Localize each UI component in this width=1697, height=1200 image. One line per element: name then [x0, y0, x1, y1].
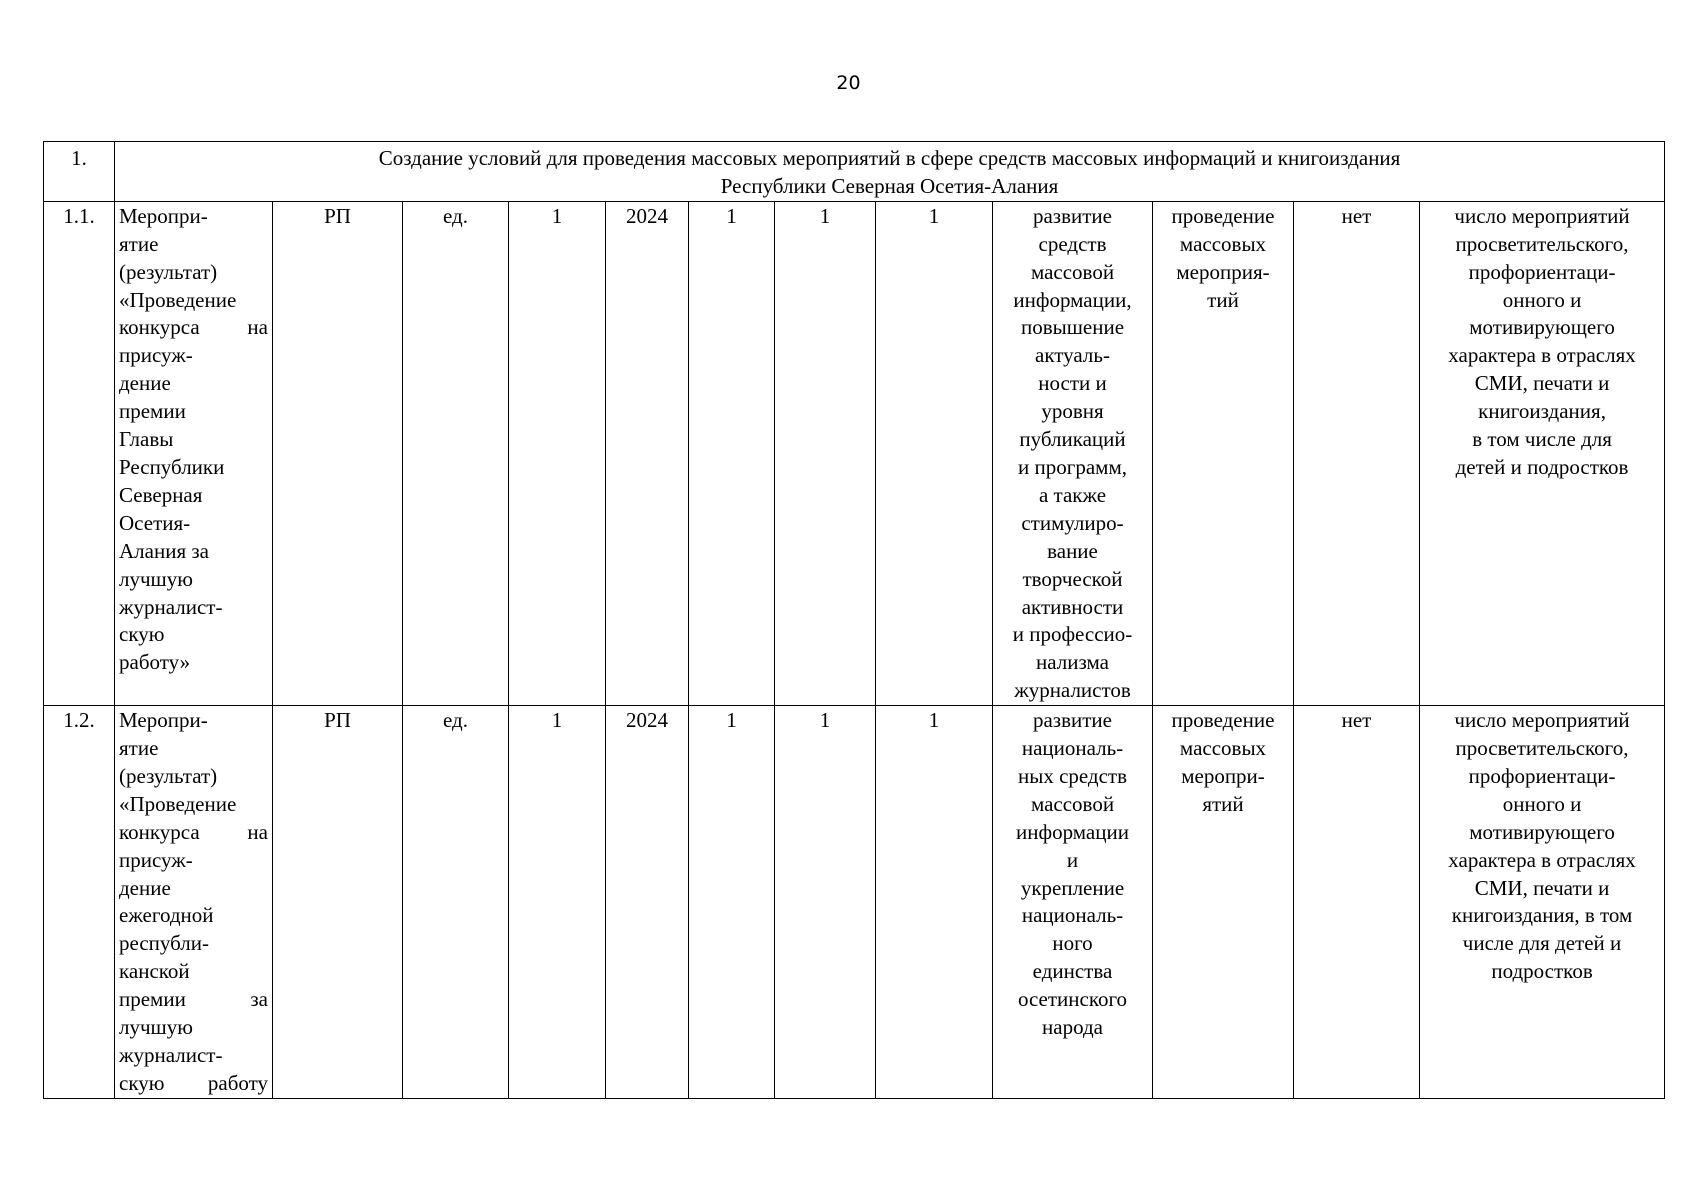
measure-name-line: Северная	[119, 482, 203, 507]
indicator-description-line: характера в отраслях	[1448, 847, 1636, 872]
indicator-description-line: онного и	[1502, 287, 1582, 312]
measures-table	[43, 141, 1665, 1099]
measure-name-line: премии за	[119, 987, 268, 1012]
measure-name-line: премии	[119, 399, 186, 424]
indicator-description	[1420, 706, 1665, 1099]
measure-name-line: (результат)	[119, 259, 218, 284]
measure-type-line: проведение	[1171, 203, 1275, 228]
goal-description-line: народа	[1042, 1015, 1103, 1040]
measure-name-line: республи-	[119, 931, 209, 956]
measure-type-line: массовых	[1179, 231, 1267, 256]
table-row	[44, 706, 1665, 1099]
indicator-description-line: СМИ, печати и	[1474, 371, 1610, 396]
measure-type-line: меропри-	[1181, 763, 1265, 788]
measure-name-line: Республики	[119, 454, 225, 479]
measure-name-line: присуж-	[119, 343, 193, 368]
indicator-description-line: подростков	[1491, 959, 1593, 984]
goal-description-line: активности	[1021, 594, 1124, 619]
goal-description-line: а также	[1038, 482, 1107, 507]
section-title-line: Создание условий для проведения массовых мероприятий в сфере средств массовых информаций и книгоиздания	[378, 146, 1401, 170]
measure-name-line: скую	[119, 622, 165, 647]
indicator-description-line: детей и подростков	[1455, 454, 1629, 479]
goal-description-line: вание	[1047, 538, 1098, 563]
link-value: нет	[1294, 706, 1420, 1099]
goal-description-line: развитие	[1032, 708, 1112, 733]
link-value: нет	[1294, 201, 1420, 705]
row-number: 1.2.	[44, 706, 115, 1099]
goal-description-line: и профессио-	[1012, 622, 1133, 647]
goal-description-line: информации,	[1013, 287, 1132, 312]
indicator-description-line: просветительского,	[1455, 231, 1629, 256]
goal-description-line: творческой	[1022, 566, 1123, 591]
table-row	[44, 201, 1665, 705]
measure-name-line: Алания за	[119, 538, 209, 563]
base-value: 1	[509, 201, 606, 705]
measure-name-line: журналист-	[119, 594, 223, 619]
responsible: РП	[273, 201, 403, 705]
goal-description	[993, 706, 1153, 1099]
measure-name-line: присуж-	[119, 847, 193, 872]
value-2: 1	[775, 201, 876, 705]
unit: ед.	[403, 706, 509, 1099]
measure-type-line: проведение	[1171, 708, 1275, 733]
goal-description-line: повышение	[1020, 315, 1125, 340]
measure-name-line: канской	[119, 959, 190, 984]
measure-name	[115, 201, 273, 705]
base-value: 1	[509, 706, 606, 1099]
indicator-description-line: книгоиздания, в том	[1451, 903, 1633, 928]
indicator-description-line: профориентаци-	[1468, 763, 1616, 788]
indicator-description-line: СМИ, печати и	[1474, 875, 1610, 900]
goal-description-line: ных средств	[1017, 763, 1128, 788]
indicator-description-line: число мероприятий	[1454, 203, 1630, 228]
measure-name-line: конкурса на	[119, 315, 268, 340]
goal-description-line: и	[1066, 847, 1079, 872]
indicator-description-line: профориентаци-	[1468, 259, 1616, 284]
goal-description-line: осетинского	[1017, 987, 1128, 1012]
measure-type-line: мероприя-	[1176, 259, 1270, 284]
measure-type-line: тий	[1207, 287, 1239, 312]
measure-name-line: «Проведение	[119, 791, 237, 816]
indicator-description-line: числе для детей и	[1462, 931, 1622, 956]
base-year: 2024	[606, 201, 689, 705]
measure-name-line: Меропри-	[119, 708, 208, 733]
measure-name	[115, 706, 273, 1099]
indicator-description-line: мотивирующего	[1469, 315, 1615, 340]
indicator-description-line: онного и	[1502, 791, 1582, 816]
goal-description-line: информации	[1016, 819, 1129, 844]
goal-description-line: националь-	[1021, 736, 1124, 761]
measure-type-line: ятий	[1202, 791, 1244, 816]
goal-description-line: развитие	[1032, 203, 1112, 228]
goal-description-line: стимулиро-	[1021, 510, 1124, 535]
goal-description-line: публикаций	[1019, 427, 1126, 452]
goal-description-line: массовой	[1030, 259, 1115, 284]
indicator-description-line: в том числе для	[1472, 427, 1612, 452]
measure-name-line: Осетия-	[119, 510, 191, 535]
goal-description-line: журналистов	[1014, 678, 1131, 703]
value-3: 1	[876, 706, 993, 1099]
goal-description-line: ности и	[1038, 371, 1107, 396]
goal-description-line: ного	[1052, 931, 1093, 956]
indicator-description-line: мотивирующего	[1469, 819, 1615, 844]
measure-type-line: массовых	[1179, 736, 1267, 761]
goal-description-line: единства	[1032, 959, 1113, 984]
measure-type	[1153, 706, 1294, 1099]
measure-name-line: дение	[119, 875, 171, 900]
page-number: 20	[836, 72, 861, 94]
value-1: 1	[689, 706, 775, 1099]
goal-description-line: националь-	[1021, 903, 1124, 928]
measure-name-line: ежегодной	[119, 903, 214, 928]
indicator-description-line: просветительского,	[1455, 736, 1629, 761]
goal-description-line: и программ,	[1018, 454, 1127, 479]
goal-description-line: уровня	[1041, 399, 1104, 424]
measure-name-line: скую работу	[119, 1070, 268, 1095]
measure-name-line: Главы	[119, 427, 174, 452]
measure-name-line: (результат)	[119, 763, 218, 788]
section-title-line: Республики Северная Осетия-Алания	[720, 173, 1059, 198]
goal-description-line: нализма	[1036, 650, 1109, 675]
measure-name-line: лучшую	[119, 1015, 193, 1040]
value-2: 1	[775, 706, 876, 1099]
measure-name-line: ятие	[119, 736, 159, 761]
measure-name-line: журналист-	[119, 1043, 223, 1067]
base-year: 2024	[606, 706, 689, 1099]
value-3: 1	[876, 201, 993, 705]
responsible: РП	[273, 706, 403, 1099]
indicator-description-line: книгоиздания,	[1478, 399, 1606, 424]
section-number: 1.	[44, 142, 115, 202]
measure-name-line: ятие	[119, 231, 159, 256]
goal-description-line: средств	[1038, 231, 1107, 256]
indicator-description	[1420, 201, 1665, 705]
indicator-description-line: характера в отраслях	[1448, 343, 1636, 368]
measure-name-line: «Проведение	[119, 287, 237, 312]
value-1: 1	[689, 201, 775, 705]
goal-description	[993, 201, 1153, 705]
indicator-description-line: число мероприятий	[1454, 708, 1630, 733]
section-title	[115, 142, 1665, 202]
goal-description-line: массовой	[1030, 791, 1115, 816]
measure-name-line: работу»	[119, 650, 191, 675]
unit: ед.	[403, 201, 509, 705]
row-number: 1.1.	[44, 201, 115, 705]
measure-type	[1153, 201, 1294, 705]
measure-name-line: конкурса на	[119, 819, 268, 844]
measure-name-line: лучшую	[119, 566, 193, 591]
section-row	[44, 142, 1665, 202]
measure-name-line: Меропри-	[119, 203, 208, 228]
goal-description-line: актуаль-	[1035, 343, 1110, 368]
goal-description-line: укрепление	[1020, 875, 1125, 900]
measure-name-line: дение	[119, 371, 171, 396]
